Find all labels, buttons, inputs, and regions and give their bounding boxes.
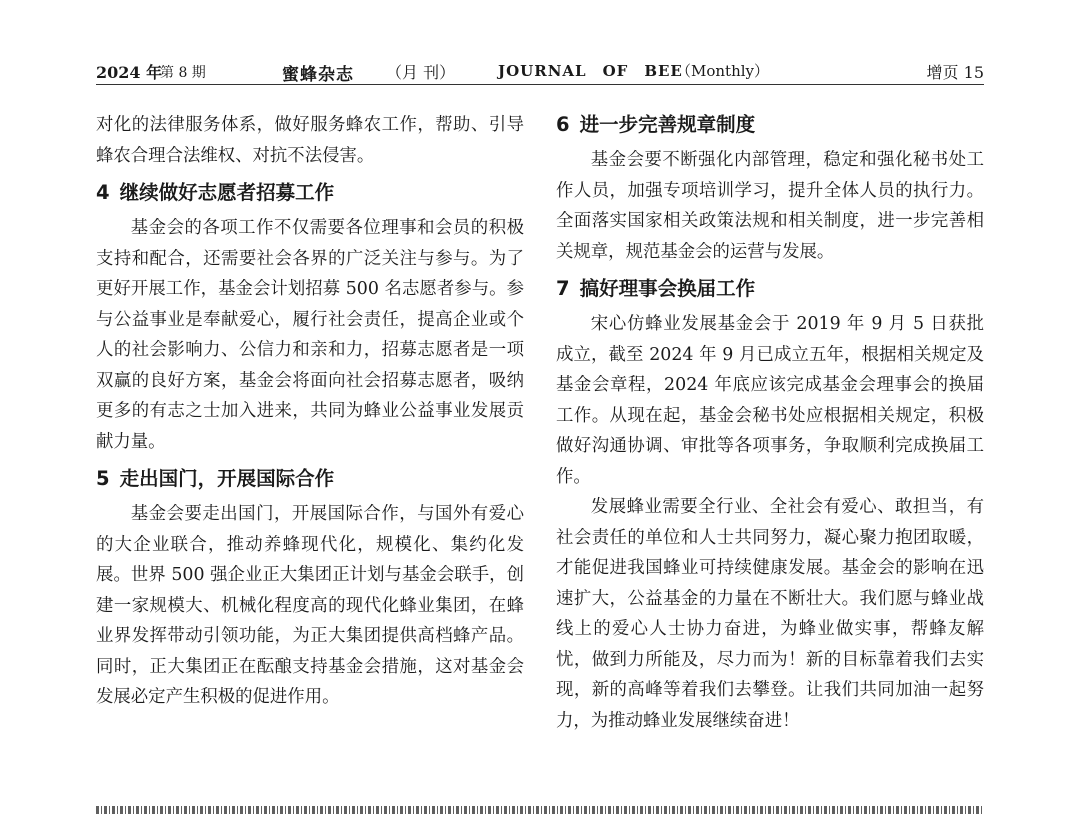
section-4-paragraph: 基金会的各项工作不仅需要各位理事和会员的积极支持和配合，还需要社会各界的广泛关注与参与。为了更好开展工作，基金会计划招募 500 名志愿者参与。参与公益事业是奉献爱心，履行社会责任，提高企业或个人的社会影响力、公信力和亲和力，招募志愿者是一项双赢的良好方案，基金会将面向社会招募志愿者，吸纳更多的有志之士加入进来，共同为蜂业公益事业发展贡献力量。 (96, 218, 524, 452)
section-number: 5 (96, 467, 110, 490)
journal-title-en: JOURNAL OF BEE (498, 62, 683, 80)
header-divider (96, 84, 984, 85)
page-number: 增页 15 (926, 63, 984, 82)
monthly-label-en: （Monthly） (676, 62, 770, 80)
section-title: 继续做好志愿者招募工作 (119, 181, 335, 204)
running-header (96, 58, 984, 84)
paragraph-continued: 对化的法律服务体系，做好服务蜂农工作，帮助、引导蜂农合理合法维权、对抗不法侵害。 (96, 115, 524, 166)
section-7-paragraph-2: 发展蜂业需要全行业、全社会有爱心、敢担当，有社会责任的单位和人士共同努力，凝心聚力抱团取暖，才能促进我国蜂业可持续健康发展。基金会的影响在迅速扩大，公益基金的力量在不断壮大。我们愿与蜂业战线上的爱心人士协力奋进，为蜂业做实事，帮蜂友解忧，做到力所能及，尽力而为！新的目标靠着我们去实现，新的高峰等着我们去攀登。让我们共同加油一起努力，为推动蜂业发展继续奋进！ (556, 497, 984, 731)
monthly-label-cn: （月 刊） (386, 63, 456, 82)
journal-title-cn: 蜜蜂杂志 (282, 65, 354, 85)
section-heading-5 (96, 457, 524, 499)
section-number: 6 (556, 113, 570, 136)
section-title: 搞好理事会换届工作 (579, 277, 756, 300)
header-year: 2024 年 (96, 63, 163, 82)
section-5-paragraph: 基金会要走出国门，开展国际合作，与国外有爱心的大企业联合，推动养蜂现代化，规模化、集约化发展。世界 500 强企业正大集团正计划与基金会联手，创建一家规模大、机械化程度高的现代化蜂业集团，在蜂业界发挥带动引领功能，为正大集团提供高档蜂产品。同时，正大集团正在酝酿支持基金会措施，这对基金会发展必定产生积极的促进作用。 (96, 504, 524, 707)
section-title: 走出国门，开展国际合作 (119, 467, 335, 490)
header-issue: 第 8 期 (160, 65, 206, 81)
section-heading-4 (96, 171, 524, 213)
section-heading-6 (556, 110, 984, 145)
right-column (556, 110, 984, 736)
section-number: 4 (96, 181, 110, 204)
section-number: 7 (556, 277, 570, 300)
section-title: 进一步完善规章制度 (579, 113, 756, 136)
section-7-paragraph-1: 宋心仿蜂业发展基金会于 2019 年 9 月 5 日获批成立，截至 2024 年 9 月已成立五年，根据相关规定及基金会章程，2024 年底应该完成基金会理事会的换届工作。从现在起，基金会秘书处应根据相关规定，积极做好沟通协调、审批等各项事务，争取顺利完成换届工作。 (556, 314, 984, 487)
section-6-paragraph: 基金会要不断强化内部管理，稳定和强化秘书处工作人员，加强专项培训学习，提升全体人员的执行力。全面落实国家相关政策法规和相关制度，进一步完善相关规章，规范基金会的运营与发展。 (556, 150, 984, 262)
footer-ornamental-border (96, 806, 984, 814)
section-heading-7 (556, 267, 984, 309)
left-column (96, 110, 524, 713)
